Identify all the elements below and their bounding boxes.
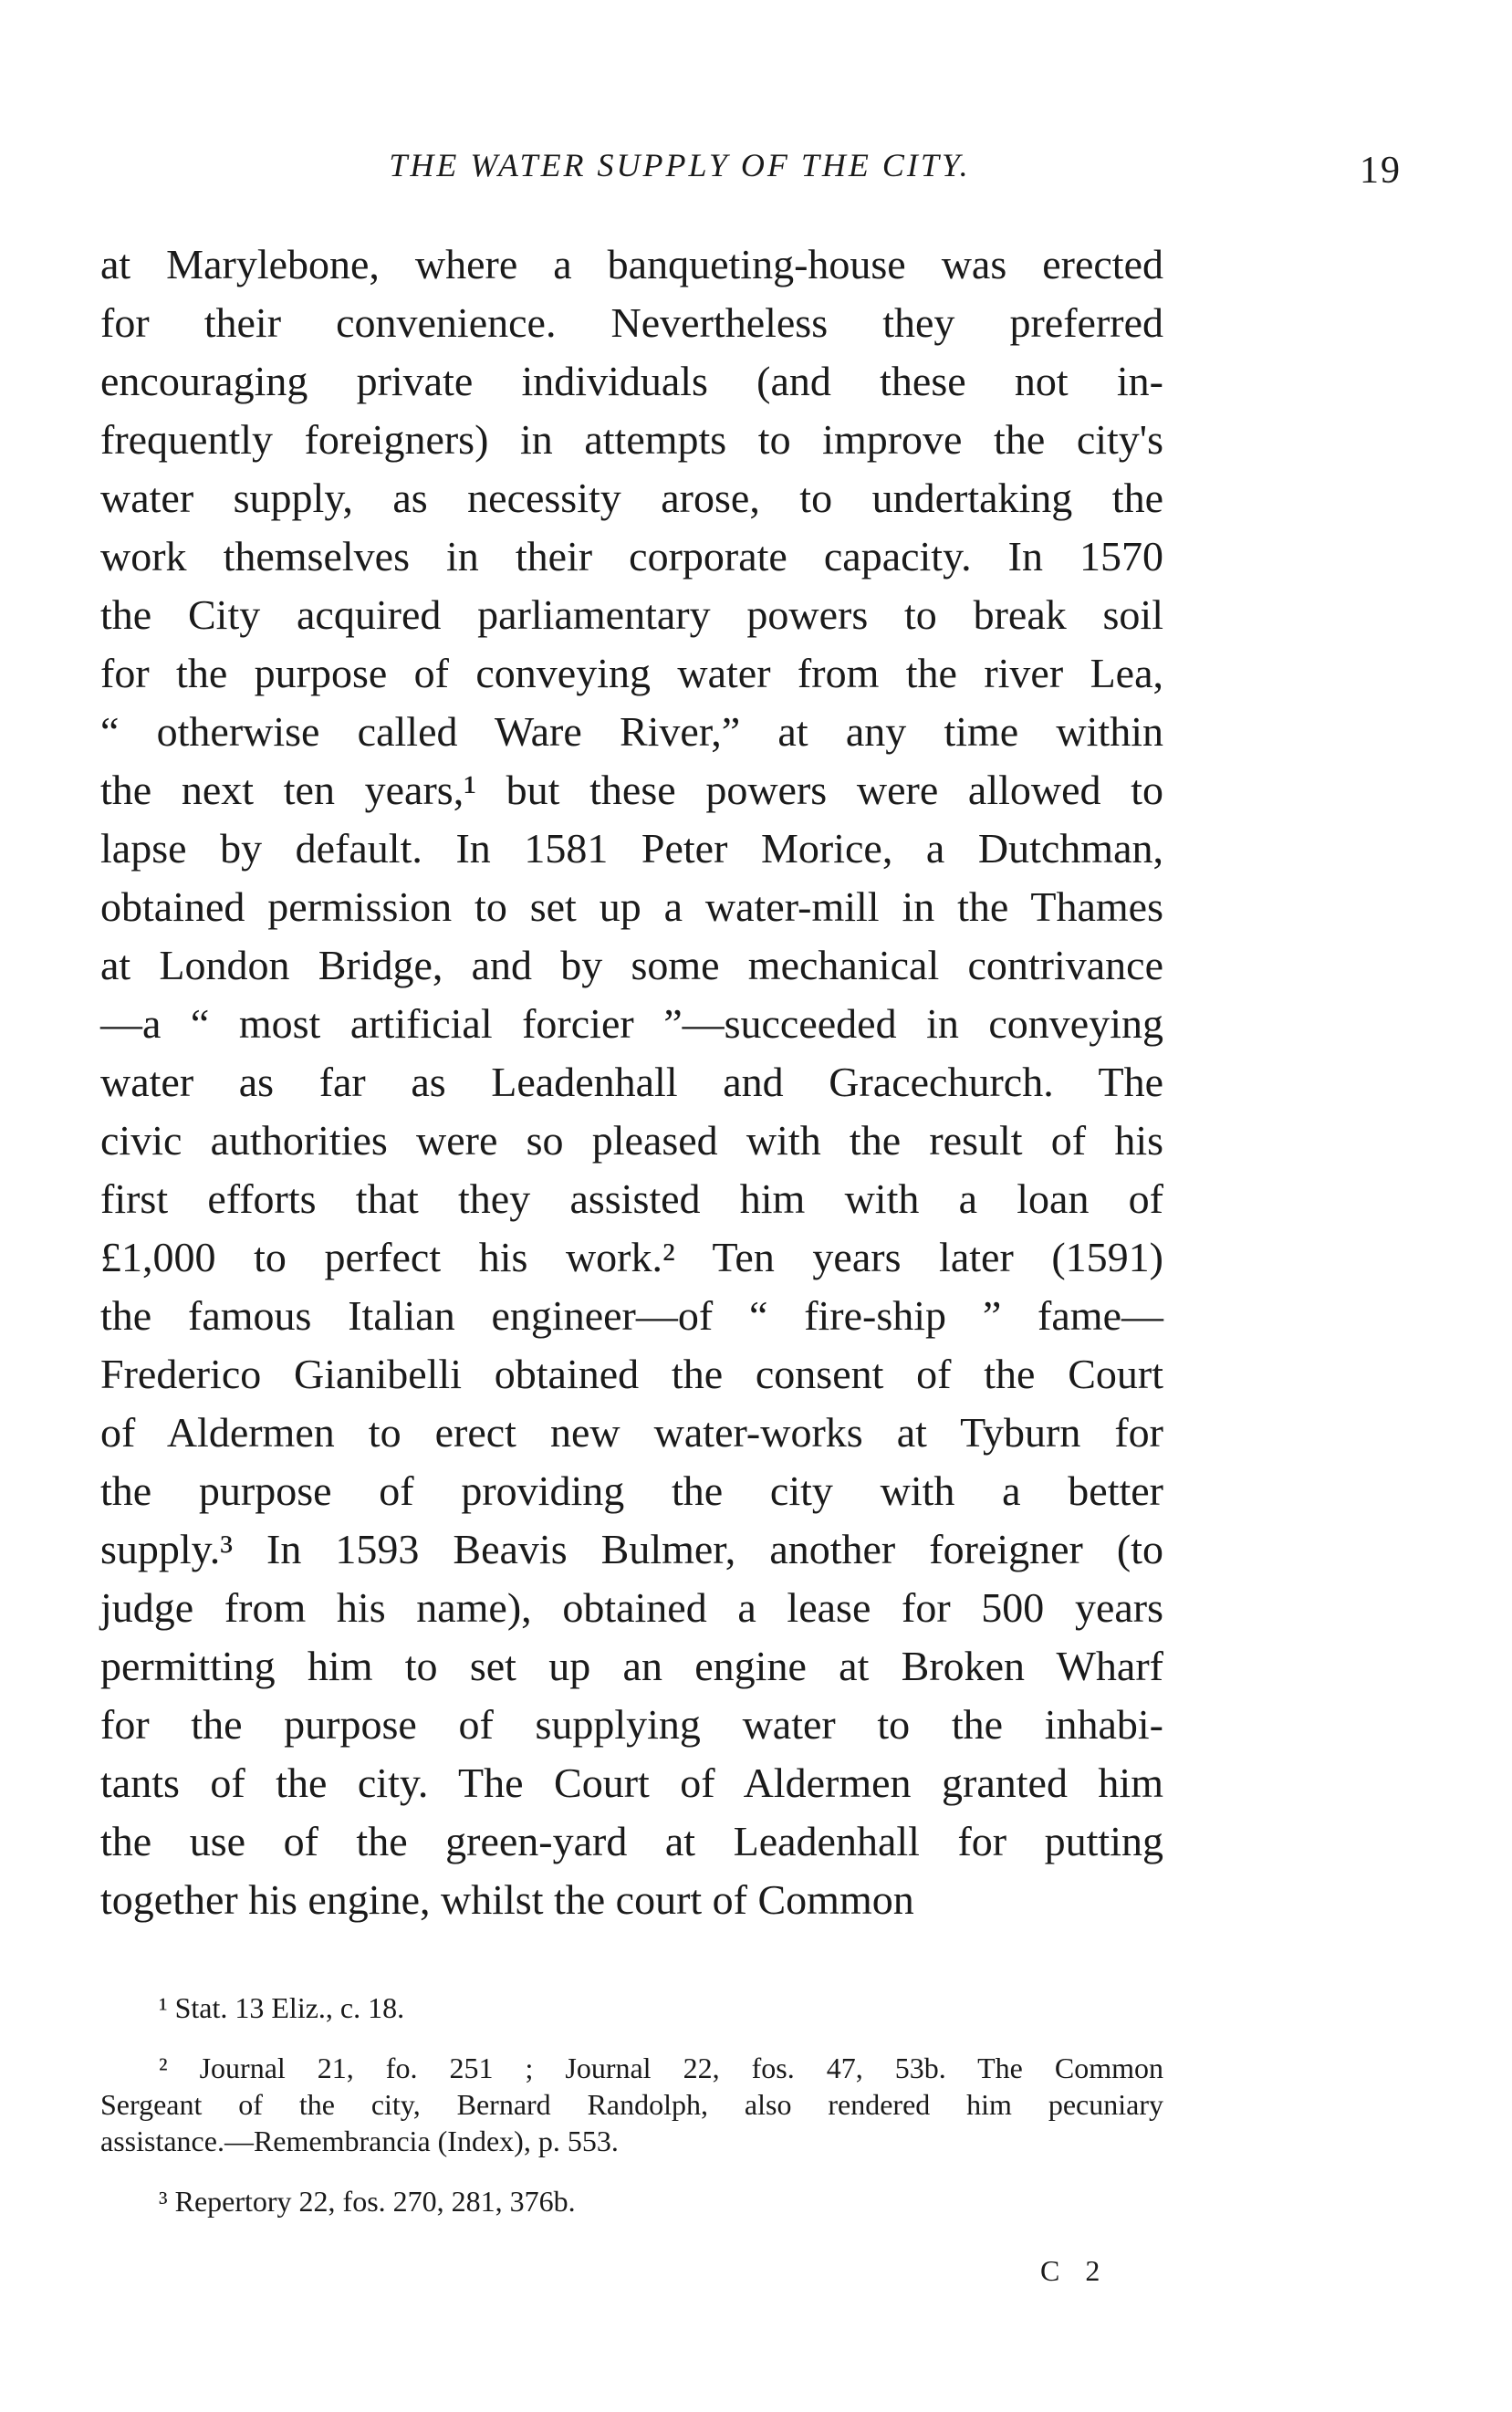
text-line: judge from his name), obtained a lease for 500 years — [100, 1584, 1163, 1631]
text-line: at Marylebone, where a banqueting-house was erected — [100, 241, 1163, 287]
footnote-2-line: ² Journal 21, fo. 251 ; Journal 22, fos. 47, 53b. The Common — [159, 2052, 1163, 2084]
text-line: supply.³ In 1593 Beavis Bulmer, another foreigner (to — [100, 1526, 1163, 1572]
text-line: for the purpose of conveying water from the river Lea, — [100, 650, 1163, 696]
text-line: —a “ most artificial forcier ”—succeeded in conveying — [100, 1000, 1163, 1047]
text-line: permitting him to set up an engine at Broken Wharf — [100, 1643, 1163, 1689]
text-line: the purpose of providing the city with a better — [100, 1467, 1163, 1514]
footnote-1: ¹ Stat. 13 Eliz., c. 18. — [159, 1991, 405, 2024]
text-line: work themselves in their corporate capacity. In 1570 — [100, 533, 1163, 580]
footnote-2-line: assistance.—Remembrancia (Index), p. 553. — [100, 2125, 619, 2157]
text-line: civic authorities were so pleased with the result of his — [100, 1117, 1163, 1164]
text-line: water as far as Leadenhall and Gracechurch. The — [100, 1059, 1163, 1105]
text-line: £1,000 to perfect his work.² Ten years later (1591) — [100, 1234, 1163, 1280]
text-line: frequently foreigners) in attempts to improve the city's — [100, 416, 1163, 463]
text-line: together his engine, whilst the court of Common — [100, 1876, 914, 1923]
signature-mark: C 2 — [1040, 2254, 1110, 2287]
running-title: THE WATER SUPPLY OF THE CITY. — [389, 147, 971, 183]
footnote-3: ³ Repertory 22, fos. 270, 281, 376b. — [159, 2185, 576, 2218]
text-line: tants of the city. The Court of Aldermen granted him — [100, 1759, 1163, 1806]
text-line: encouraging private individuals (and these not in- — [100, 358, 1163, 404]
page-number: 19 — [1360, 150, 1402, 192]
footnotes — [100, 1989, 1163, 2219]
body-text — [100, 235, 1163, 1929]
text-line: first efforts that they assisted him with a loan of — [100, 1175, 1163, 1222]
text-line: lapse by default. In 1581 Peter Morice, a Dutchman, — [100, 825, 1163, 872]
text-line: for the purpose of supplying water to the inhabi- — [100, 1701, 1163, 1748]
text-line: the use of the green-yard at Leadenhall for putting — [100, 1818, 1163, 1864]
text-line: of Aldermen to erect new water-works at Tyburn for — [100, 1409, 1163, 1456]
text-line: at London Bridge, and by some mechanical contrivance — [100, 942, 1163, 988]
text-line: water supply, as necessity arose, to undertaking the — [100, 475, 1163, 521]
footnote-2-line: Sergeant of the city, Bernard Randolph, also rendered him pecuniary — [100, 2088, 1163, 2121]
text-line: for their convenience. Nevertheless they preferred — [100, 299, 1163, 346]
text-line: “ otherwise called Ware River,” at any time within — [100, 708, 1163, 755]
text-line: the next ten years,¹ but these powers were allowed to — [100, 767, 1163, 813]
text-line: Frederico Gianibelli obtained the consent of the Court — [100, 1351, 1163, 1397]
text-line: the City acquired parliamentary powers to break soil — [100, 591, 1163, 638]
text-line: the famous Italian engineer—of “ fire-ship ” fame— — [100, 1292, 1163, 1339]
text-line: obtained permission to set up a water-mill in the Thames — [100, 883, 1163, 930]
